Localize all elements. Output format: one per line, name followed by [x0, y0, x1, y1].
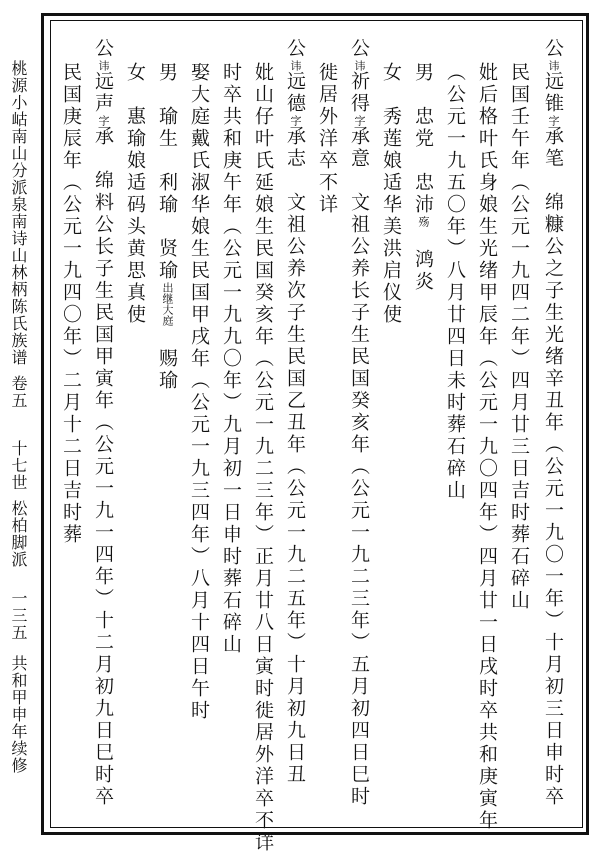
entry-yuande-wife: 妣山仔叶氏延娘生民国癸亥年（公元一九二三年）正月廿八日寅时徙居外洋卒不详 — [252, 62, 274, 854]
entry-yuansheng-heading: 公讳远声字承绵料公长子生民国甲寅年（公元一九一四年）十二月初九日巳时卒 — [92, 38, 114, 808]
margin-generation: 十七世 — [9, 440, 28, 491]
margin-volume: 卷五 — [9, 375, 28, 409]
entry-yuanzhui-daughter: 女秀莲娘适华美洪启仪使 — [380, 62, 402, 326]
entry-yuande-second-wife: 娶大庭戴氏淑华娘生民国甲戌年（公元一九三四年）八月十四日午时 — [188, 62, 210, 722]
entry-yuanzhui-sons: 男忠党忠沛殇鸿炎 — [412, 62, 434, 293]
entry-yuanzhui-wife-burial: （公元一九五〇年）八月廿四日未时葬石碎山 — [444, 62, 466, 502]
entry-yuande-death: 时卒共和庚午年（公元一九九〇年）九月初一日申时葬石碎山 — [220, 62, 242, 656]
entry-yuande-sons: 男瑜生利瑜贤瑜出继大庭赐瑜 — [156, 62, 178, 392]
entry-qide-heading: 公讳祈得字承意文祖公养长子生民国癸亥年（公元一九二三年）五月初四日巳时 — [348, 38, 370, 808]
entry-yuansheng-burial: 民国庚辰年（公元一九四〇年）二月十二日吉时葬 — [60, 62, 82, 546]
entry-yuanzhui-wife: 妣后格叶氏身娘生光绪甲辰年（公元一九〇四年）四月廿一日戌时卒共和庚寅年 — [476, 62, 498, 832]
entry-yuande-heading: 公讳远德字承志文祖公养次子生民国乙丑年（公元一九二五年）十月初九日丑 — [284, 38, 306, 786]
margin-title: 桃源小岵南山分派泉南诗山林柄陈氏族谱 — [9, 60, 28, 366]
entry-yuande-daughter: 女惠瑜娘适码头黄思真使 — [124, 62, 146, 326]
margin-branch: 松柏脚派 — [9, 500, 28, 568]
margin-page-number: 一三五 — [9, 590, 28, 641]
entry-yuanzhui-burial: 民国壬午年（公元一九四二年）四月廿三日吉时葬石碎山 — [508, 62, 530, 612]
margin-edition: 共和甲申年续修 — [9, 655, 28, 774]
entry-qide-fate: 徙居外洋卒不详 — [316, 62, 338, 216]
entry-yuanzhui-heading: 公讳远锥字承笔绵糠公之子生光绪辛丑年（公元一九〇一年）十月初三日申时卒 — [542, 38, 564, 808]
